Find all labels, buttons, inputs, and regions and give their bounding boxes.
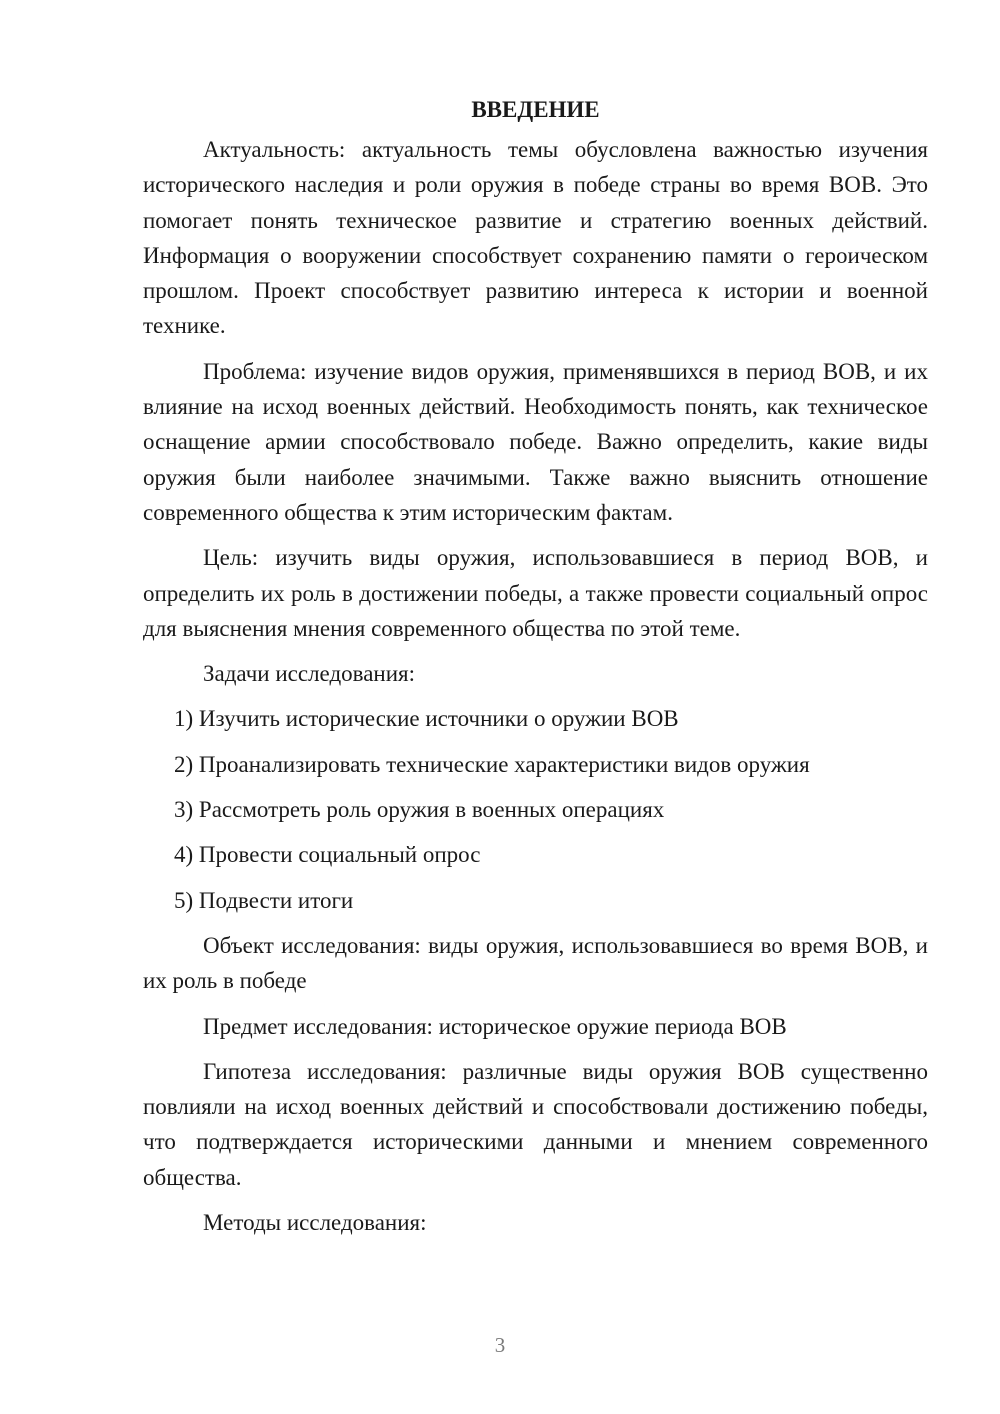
- page-content: [143, 92, 928, 1250]
- object-paragraph: Объект исследования: виды оружия, использовавшиеся во время ВОВ, и их роль в победе: [143, 932, 928, 994]
- tasks-list: [143, 701, 928, 917]
- methods-heading: Методы исследования:: [203, 1210, 427, 1236]
- subject-paragraph: Предмет исследования: историческое оружие периода ВОВ: [203, 1013, 787, 1039]
- list-item: 1) Изучить исторические источники о оружии ВОВ: [174, 706, 679, 732]
- list-item: 4) Провести социальный опрос: [174, 842, 481, 868]
- goal-paragraph: Цель: изучить виды оружия, использовавшиеся в период ВОВ, и определить их роль в достижении победы, а также провести социальный опрос для выяснения мнения современного общества по этой теме.: [143, 545, 928, 641]
- page-title: ВВЕДЕНИЕ: [471, 97, 600, 122]
- page-number: 3: [494, 1333, 506, 1357]
- list-item: 3) Рассмотреть роль оружия в военных операциях: [174, 797, 665, 823]
- list-item: 5) Подвести итоги: [174, 887, 354, 913]
- hypothesis-paragraph: Гипотеза исследования: различные виды оружия ВОВ существенно повлияли на исход военных действий и способствовали достижению победы, что подтверждается историческими данными и мнением современного общества.: [143, 1058, 928, 1190]
- problem-paragraph: Проблема: изучение видов оружия, применявшихся в период ВОВ, и их влияние на исход военных действий. Необходимость понять, как техническое оснащение армии способствовало победе. Важно определить, какие виды оружия были наиболее значимыми. Также важно выяснить отношение современного общества к этим историческим фактам.: [143, 358, 928, 525]
- list-item: 2) Проанализировать технические характеристики видов оружия: [174, 751, 810, 777]
- relevance-paragraph: Актуальность: актуальность темы обусловлена важностью изучения исторического наследия и роли оружия в победе страны во время ВОВ. Это помогает понять техническое развитие и стратегию военных действий. Информация о вооружении способствует сохранению памяти о героическом прошлом. Проект способствует развитию интереса к истории и военной технике.: [143, 137, 928, 339]
- tasks-heading: Задачи исследования:: [203, 661, 416, 687]
